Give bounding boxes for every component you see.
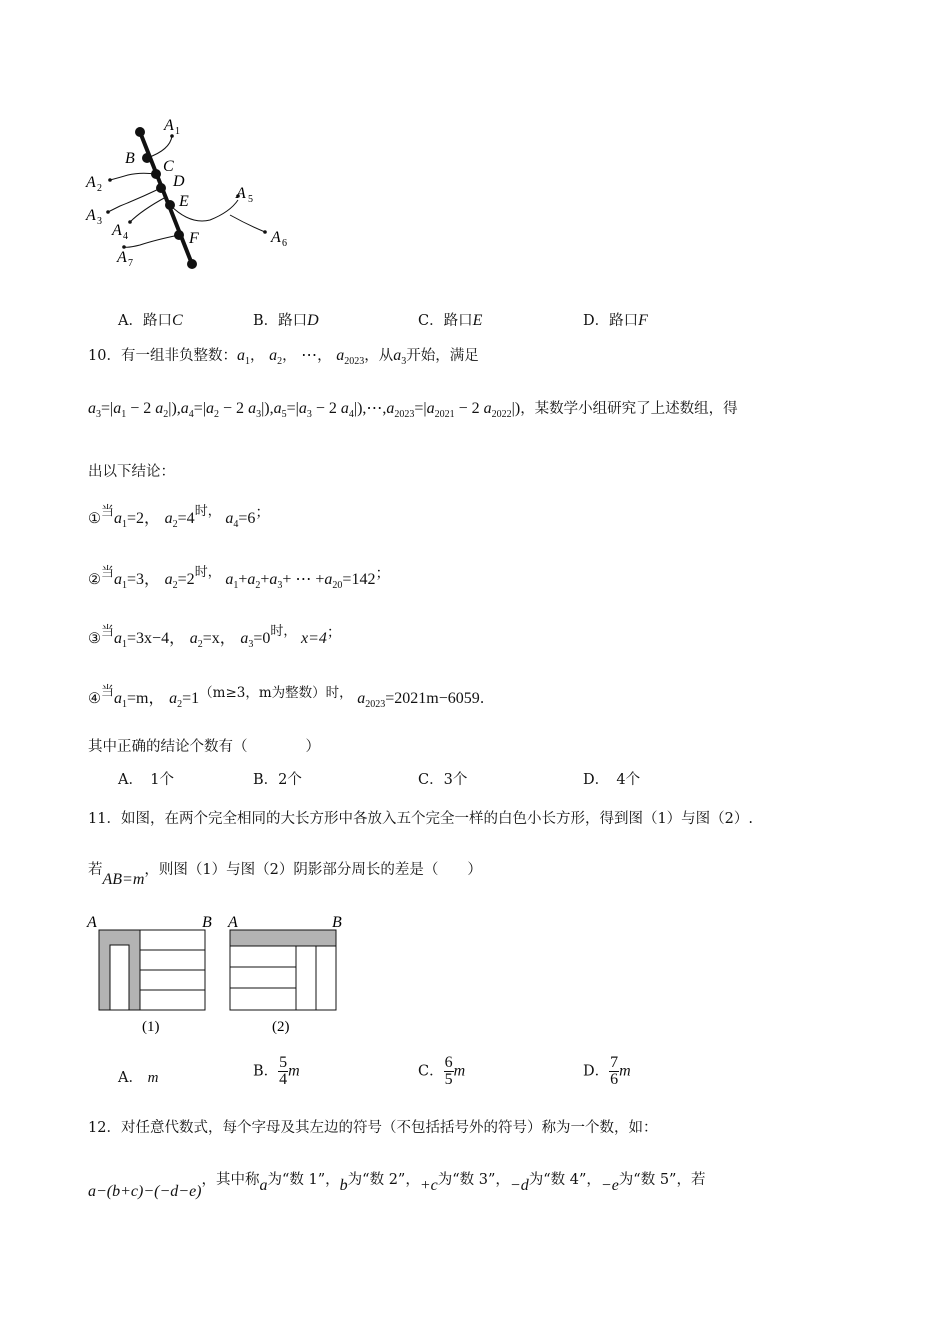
q10-option-c[interactable]: C．3个 [418, 772, 468, 788]
label-B-1: B [202, 914, 212, 931]
q12-line2: a−(b+c)−(−d−e)，其中称a为“数 1”，b为“数 2”，+c为“数 3”，−d为“数 4”，−e为“数 5”，若 [88, 1172, 706, 1200]
rectangles-figure [84, 908, 354, 1038]
label-A-1: A [87, 914, 97, 931]
caption-1: (1) [142, 1019, 160, 1035]
q10-question: 其中正确的结论个数有（ ） [88, 739, 320, 755]
q9-option-d[interactable]: D．路口F [583, 312, 648, 329]
label-A1: A [164, 117, 174, 134]
q10-line3: 出以下结论： [88, 464, 175, 480]
road-end-top [135, 127, 145, 137]
road-end-bottom [187, 259, 197, 269]
svg-text:7: 7 [128, 258, 133, 269]
q10-conclusion-1: ①当$a_1=2$， $a_2=4$时， $a_4=6$； [88, 504, 270, 531]
svg-text:2: 2 [97, 183, 102, 194]
label-F: F [189, 230, 199, 247]
q10-conclusion-4: ④当$a_1=m$， $a_2=1(m\ge 3$，m为整数）时， $a_{2023}=2021m-6059$. [88, 684, 485, 711]
q11-option-c[interactable]: C． $\frac{6}{5}$ m [418, 1054, 466, 1088]
q9-option-a[interactable]: A．路口C [118, 312, 183, 329]
q9-option-c[interactable]: C．路口E [418, 312, 483, 329]
q10-conclusion-2: ②当$a_1=3$， $a_2=2$时， $a_1+a_2+a_3+$ ⋯ $+a_{20}=142$； [88, 565, 390, 592]
svg-text:6: 6 [282, 238, 287, 249]
svg-text:1: 1 [175, 126, 180, 137]
q12-line1: 12．对任意代数式，每个字母及其左边的符号（不包括括号外的符号）称为一个数，如： [88, 1120, 658, 1136]
label-A2: A [86, 174, 96, 191]
figure-1 [86, 914, 212, 1035]
label-A6: A [271, 229, 281, 246]
label-A-2: A [228, 914, 238, 931]
q10-option-b[interactable]: B．2个 [253, 772, 302, 788]
q10-option-a[interactable]: A． 1个 [118, 772, 174, 788]
label-B: B [125, 150, 135, 167]
q11-line2: 若AB=m，则图（1）与图（2）阴影部分周长的差是（ ） [88, 862, 482, 888]
q11-option-d[interactable]: D． $\frac{7}{6}$ m [583, 1054, 631, 1088]
q10-conclusion-3: ③当$a_1=3x-4$， $a_2=x$， $a_3=0$时， x=4； [88, 624, 342, 651]
label-A3: A [86, 207, 96, 224]
q10-recurrence-formula: $a_3=|a_1 - 2$ $a_2|),a_4=|a_2 - 2$ $a_3|),a_5=|a_3 - 2$ $a_4|),\cdots,a_{2023}=|a_{2021} - 2$ $a_{2022}|$)，某数学小组研究了上述数组，得 [88, 400, 738, 421]
q11-option-a[interactable]: A． m [118, 1070, 159, 1086]
svg-text:3: 3 [97, 216, 102, 227]
q9-option-b[interactable]: B．路口D [253, 312, 319, 329]
label-C: C [163, 158, 174, 175]
label-A7: A [117, 249, 127, 266]
label-B-2: B [332, 914, 342, 931]
road-map-figure [80, 110, 310, 280]
q10-intro: 10．有一组非负整数：$a_1$， $a_2$， ⋯， $a_{2023}$，从$a_3$开始，满足 [88, 347, 479, 368]
q11-option-b[interactable]: B． $\frac{5}{4}$ m [253, 1054, 300, 1088]
label-D: D [173, 173, 185, 190]
caption-2: (2) [272, 1019, 290, 1035]
figure-2 [227, 914, 342, 1035]
label-A4: A [112, 222, 122, 239]
svg-text:4: 4 [123, 231, 128, 242]
label-A5: A [236, 185, 246, 202]
svg-text:5: 5 [248, 194, 253, 205]
q11-line1: 11．如图，在两个完全相同的大长方形中各放入五个完全一样的白色小长方形，得到图（1）与图（2）. [88, 811, 754, 827]
label-E: E [179, 193, 189, 210]
q10-option-d[interactable]: D． 4个 [583, 772, 641, 788]
